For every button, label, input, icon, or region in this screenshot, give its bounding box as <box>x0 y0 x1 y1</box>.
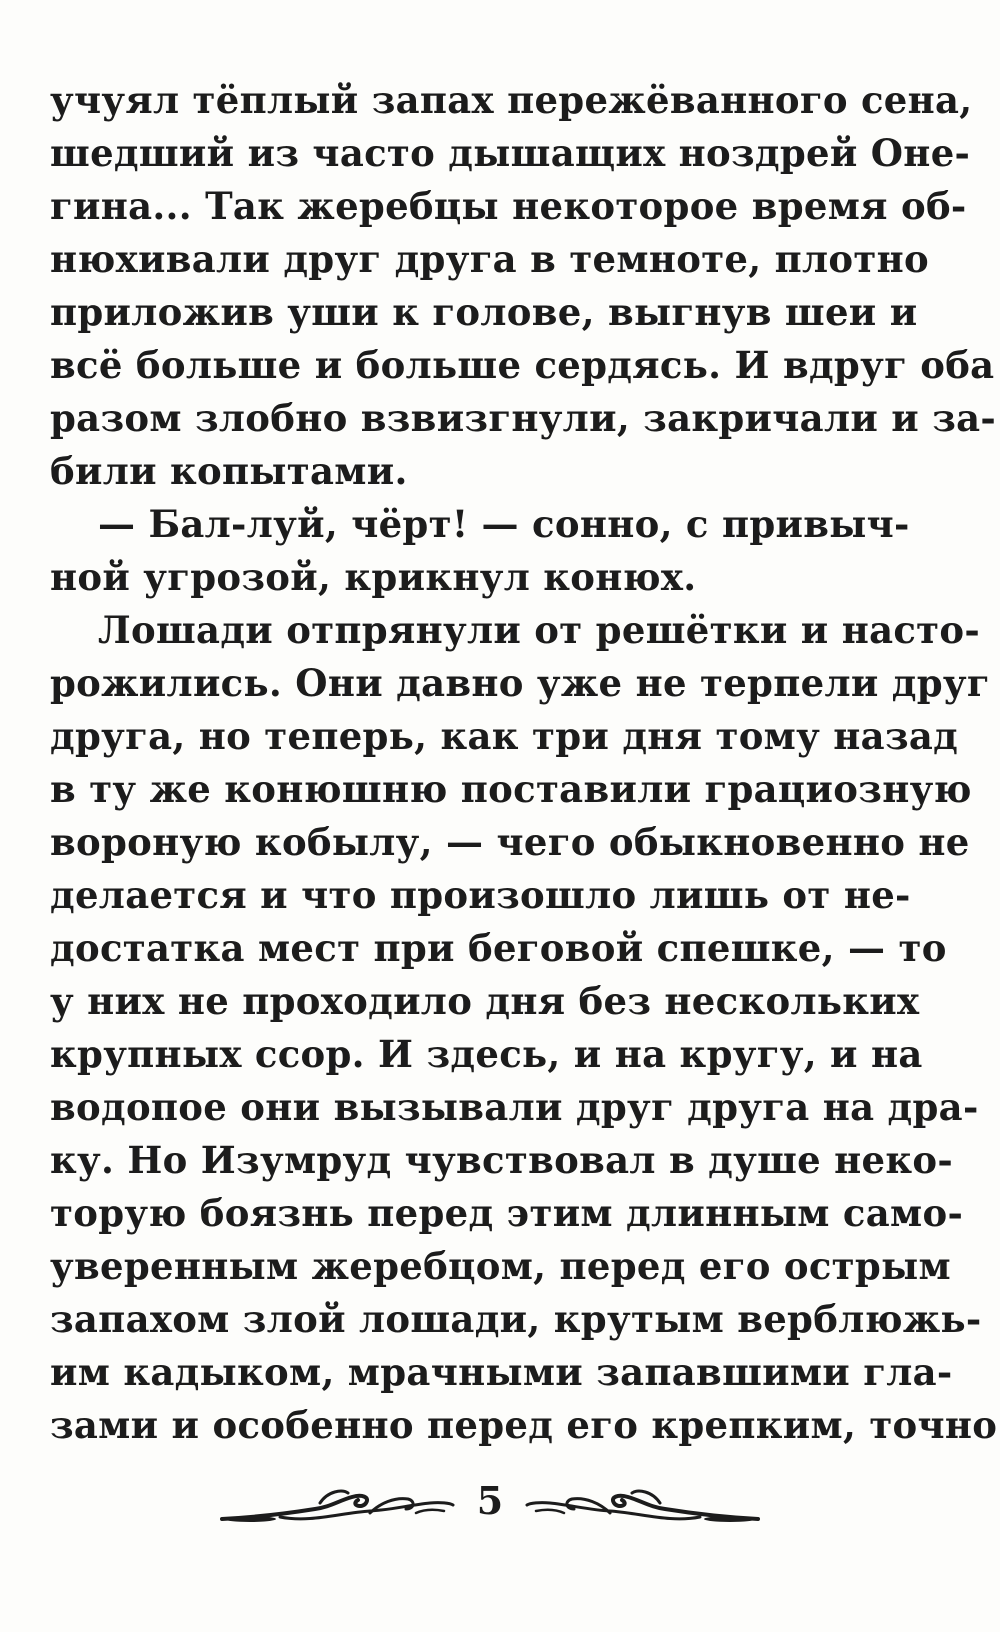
text-line: нюхивали друг друга в темноте, плотно <box>50 237 929 281</box>
text-line: приложив уши к голове, выгнув шеи и <box>50 290 918 334</box>
text-line: вороную кобылу, — чего обыкновенно не <box>50 820 970 864</box>
body-text <box>50 74 998 1452</box>
text-line: в ту же конюшню поставили грациозную <box>50 767 972 811</box>
text-line: зами и особенно перед его крепким, точно <box>50 1403 998 1447</box>
text-line: крупных ссор. И здесь, и на кругу, и на <box>50 1032 923 1076</box>
text-line: Лошади отпрянули от решётки и насто- <box>98 608 981 652</box>
text-line: друга, но теперь, как три дня тому назад <box>50 714 959 758</box>
left-flourish-ornament <box>220 1483 455 1527</box>
text-line: запахом злой лошади, крутым верблюжь- <box>50 1297 982 1341</box>
text-line: достатка мест при беговой спешке, — то <box>50 926 947 970</box>
text-line: шедший из часто дышащих ноздрей Оне- <box>50 131 971 175</box>
text-line: учуял тёплый запах пережёванного сена, <box>50 78 973 122</box>
text-line: ку. Но Изумруд чувствовал в душе неко- <box>50 1138 954 1182</box>
text-line: — Бал-луй, чёрт! — сонно, с привыч- <box>98 502 910 546</box>
page-footer <box>220 1475 760 1535</box>
text-line: торую боязнь перед этим длинным само- <box>50 1191 964 1235</box>
text-line: делается и что произошло лишь от не- <box>50 873 911 917</box>
text-line: били копытами. <box>50 449 408 493</box>
text-line: у них не проходило дня без нескольких <box>50 979 920 1023</box>
text-line: рожились. Они давно уже не терпели друг <box>50 661 990 705</box>
text-line: им кадыком, мрачными запавшими гла- <box>50 1350 953 1394</box>
text-line: уверенным жеребцом, перед его острым <box>50 1244 951 1288</box>
right-flourish-ornament <box>525 1483 760 1527</box>
page-number: 5 <box>476 1478 504 1523</box>
text-line: гина... Так жеребцы некоторое время об- <box>50 184 967 228</box>
text-line: всё больше и больше сердясь. И вдруг оба <box>50 343 995 387</box>
text-line: разом злобно взвизгнули, закричали и за- <box>50 396 997 440</box>
text-line: ной угрозой, крикнул конюх. <box>50 555 697 599</box>
text-line: водопое они вызывали друг друга на дра- <box>50 1085 979 1129</box>
